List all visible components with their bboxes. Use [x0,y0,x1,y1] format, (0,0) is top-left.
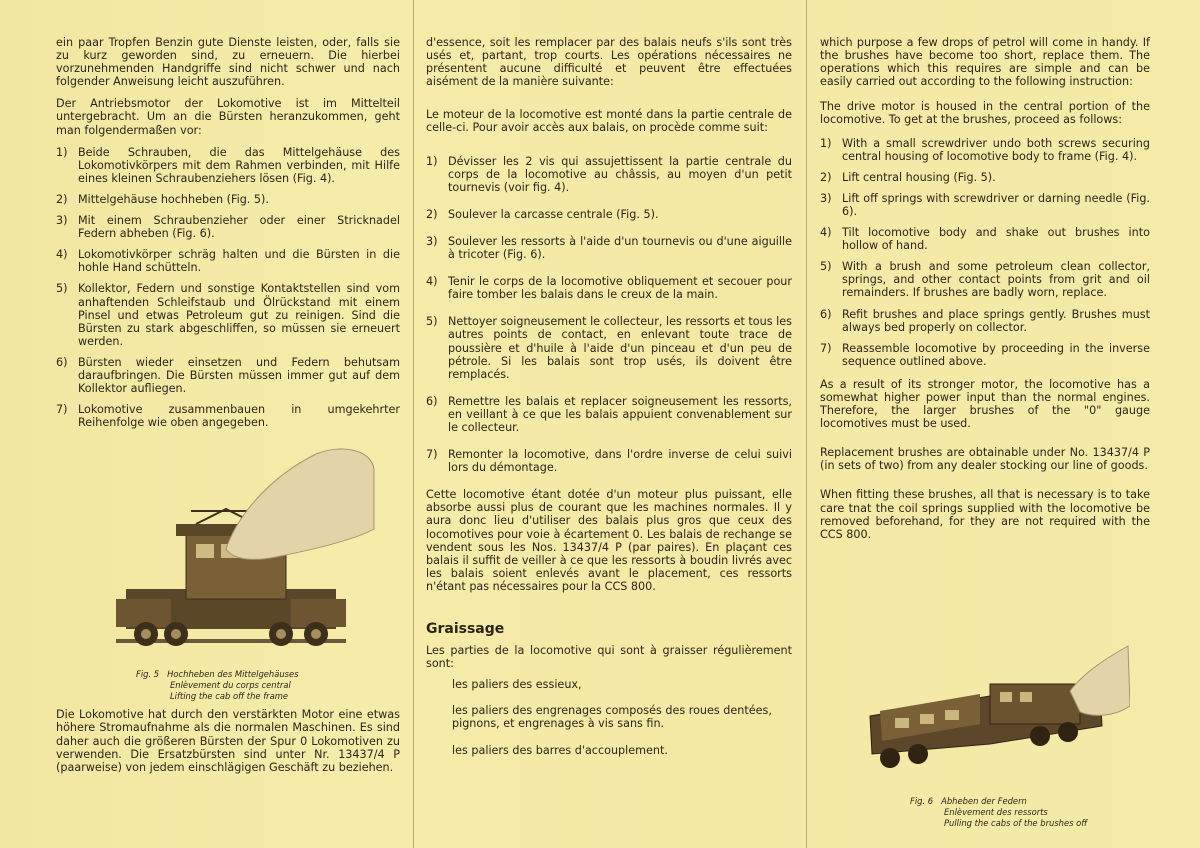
german-outro: Die Lokomotive hat durch den verstärkten Motor eine etwas höhere Stromaufnahme als die normalen Maschinen. Es sind daher auch die größeren Bürsten der Spur 0 Lokomotiven zu verwenden. Die Ersatzbürsten sind unter Nr. 13437/4 P (paarweise) von jedem einschlägigen Geschäft zu beziehen. [56,708,400,774]
english-step: 5) With a brush and some petroleum clean collector, springs, and other contact points from grit and oil remainders. If brushes are badly worn, replace. [820,260,1150,300]
english-step: 3) Lift off springs with screwdriver or darning needle (Fig. 6). [820,191,1150,218]
english-replacement: Replacement brushes are obtainable under No. 13437/4 P (in sets of two) from any dealer stocking our line of goods. [820,446,1150,473]
french-step: 4) Tenir le corps de la locomotive obliquement et secouer pour faire tomber les balais dans le creux de la main. [426,275,792,302]
german-step: 6) Bürsten wieder einsetzen und Federn behutsam daraufbringen. Die Bürsten müssen immer gut auf dem Kollektor aufliegen. [56,355,400,396]
french-outro: Cette locomotive étant dotée d'un moteur plus puissant, elle absorbe aussi plus de courant que les machines normales. Il y aura donc lieu d'utiliser des balais plus gros que ceux des locomotives pour voie à écartement 0. Les balais de rechange se vendent sous les Nos. 13437/4 P (par paires). En plaçant ces balais il suffit de veiller à ce que les ressorts à boudin livrés avec les balais soient enlevés avant le placement, ces ressorts n'étant pas nécessaires pour la CCS 800. [426,488,792,593]
english-intro: which purpose a few drops of petrol will come in handy. If the brushes have become too short, replace them. The operations which this requires are simple and can be easily carried out according to the following instruction: [820,36,1150,89]
french-intro: d'essence, soit les remplacer par des balais neufs s'ils sont très usés et, partant, trop courts. Les opérations nécessaires ne présentent aucune difficulté et peuvent être effectuées aisément de la manière suivante: [426,36,792,89]
english-steps [820,137,1150,368]
english-fitting: When fitting these brushes, all that is necessary is to take care tnat the coil springs supplied with the locomotive be removed beforehand, for they are not required with the CCS 800. [820,488,1150,541]
french-step: 5) Nettoyer soigneusement le collecteur, les ressorts et tous les autres points de contact, en enlevant toute trace de poussière et d'huile à l'aide d'un pinceau et d'un peu de pétrole. Si les balais sont trop usés, ils doivent être remplacés. [426,315,792,381]
locomotive-springs-illustration [840,636,1130,786]
fold-line [806,0,807,848]
german-step: 4) Lokomotivkörper schräg halten und die Bürsten in die hohle Hand schütteln. [56,248,400,275]
german-step: 3) Mit einem Schraubenzieher oder einer Stricknadel Federn abheben (Fig. 6). [56,214,400,241]
french-column [426,36,792,838]
figure-5 [56,439,400,702]
greasing-item: les paliers des engrenages composés des roues dentées, pignons, et engrenages à vis sans fin. [452,704,772,731]
french-step: 3) Soulever les ressorts à l'aide d'un tournevis ou d'une aiguille à tricoter (Fig. 6). [426,234,792,262]
french-step: 6) Remettre les balais et replacer soigneusement les ressorts, en veillant à ce que les balais appuient convenablement sur le collecteur. [426,394,792,434]
english-motor-intro: The drive motor is housed in the central portion of the locomotive. To get at the brushes, proceed as follows: [820,100,1150,127]
german-intro: ein paar Tropfen Benzin gute Dienste leisten, oder, falls sie zu kurz geworden sind, zu erneuern. Die hierbei vorzunehmenden Handgriffe sind nicht schwer und nach folgender Anweisung leicht auszuführen. [56,36,400,89]
german-step: 1) Beide Schrauben, die das Mittelgehäuse des Lokomotivkörpers mit dem Rahmen verbinden, mit Hilfe eines kleinen Schraubenziehers lösen (Fig. 4). [56,145,400,185]
french-steps [426,155,792,475]
english-step: 7) Reassemble locomotive by proceeding in the inverse sequence outlined above. [820,341,1150,368]
german-steps [56,146,400,430]
german-step: 5) Kollektor, Federn und sonstige Kontaktstellen sind vom anhaftenden Schleifstaub und Ölrückstand mit einem Pinsel und etwas Petroleum gut zu reinigen. Sind die Bürsten zu stark abgeschliffen, so müssen sie erneuert werden. [56,282,400,348]
greasing-title: Graissage [426,621,505,637]
greasing-item: les paliers des essieux, [452,678,582,692]
fig6-caption: Fig. 6 Abheben der Federn Enlèvement des ressorts Pulling the cabs of the brushes off [910,796,1088,828]
german-step: 2) Mittelgehäuse hochheben (Fig. 5). [56,192,269,206]
locomotive-lift-illustration [116,439,376,661]
english-step: 2) Lift central housing (Fig. 5). [820,170,996,184]
english-step: 6) Refit brushes and place springs gently. Brushes must always bed properly on collector. [820,307,1150,334]
greasing-item: les paliers des barres d'accouplement. [452,743,668,757]
greasing-list [426,678,792,756]
german-column [56,36,400,838]
fig5-caption: Fig. 5 Hochheben des Mittelgehäuses Enlèvement du corps central Lifting the cab off the frame [136,669,299,702]
german-step: 7) Lokomotive zusammenbauen in umgekehrter Reihenfolge wie oben angegeben. [56,403,400,430]
french-motor-intro: Le moteur de la locomotive est monté dans la partie centrale de celle-ci. Pour avoir accès aux balais, on procède comme suit: [426,108,792,135]
french-step: 1) Dévisser les 2 vis qui assujettissent la partie centrale du corps de la locomotive au châssis, au moyen d'un petit tournevis (voir fig. 4). [426,154,792,194]
english-result: As a result of its stronger motor, the locomotive has a somewhat higher power input than the normal engines. Therefore, the larger brushes of the "0" gauge locomotives must be used. [820,377,1150,431]
english-column [820,36,1150,838]
greasing-intro: Les parties de la locomotive qui sont à graisser régulièrement sont: [426,644,792,671]
german-motor-intro: Der Antriebsmotor der Lokomotive ist im Mittelteil untergebracht. Um an die Bürsten heranzukommen, geht man folgendermaßen vor: [56,97,400,137]
english-step: 1) With a small screwdriver undo both screws securing central housing of locomotive body to frame (Fig. 4). [820,136,1150,163]
fold-line [413,0,414,848]
figure-6 [820,636,1150,836]
french-step: 7) Remonter la locomotive, dans l'ordre inverse de celui suivi lors du démontage. [426,448,792,475]
english-step: 4) Tilt locomotive body and shake out brushes into hollow of hand. [820,226,1150,253]
french-step: 2) Soulever la carcasse centrale (Fig. 5). [426,207,659,221]
